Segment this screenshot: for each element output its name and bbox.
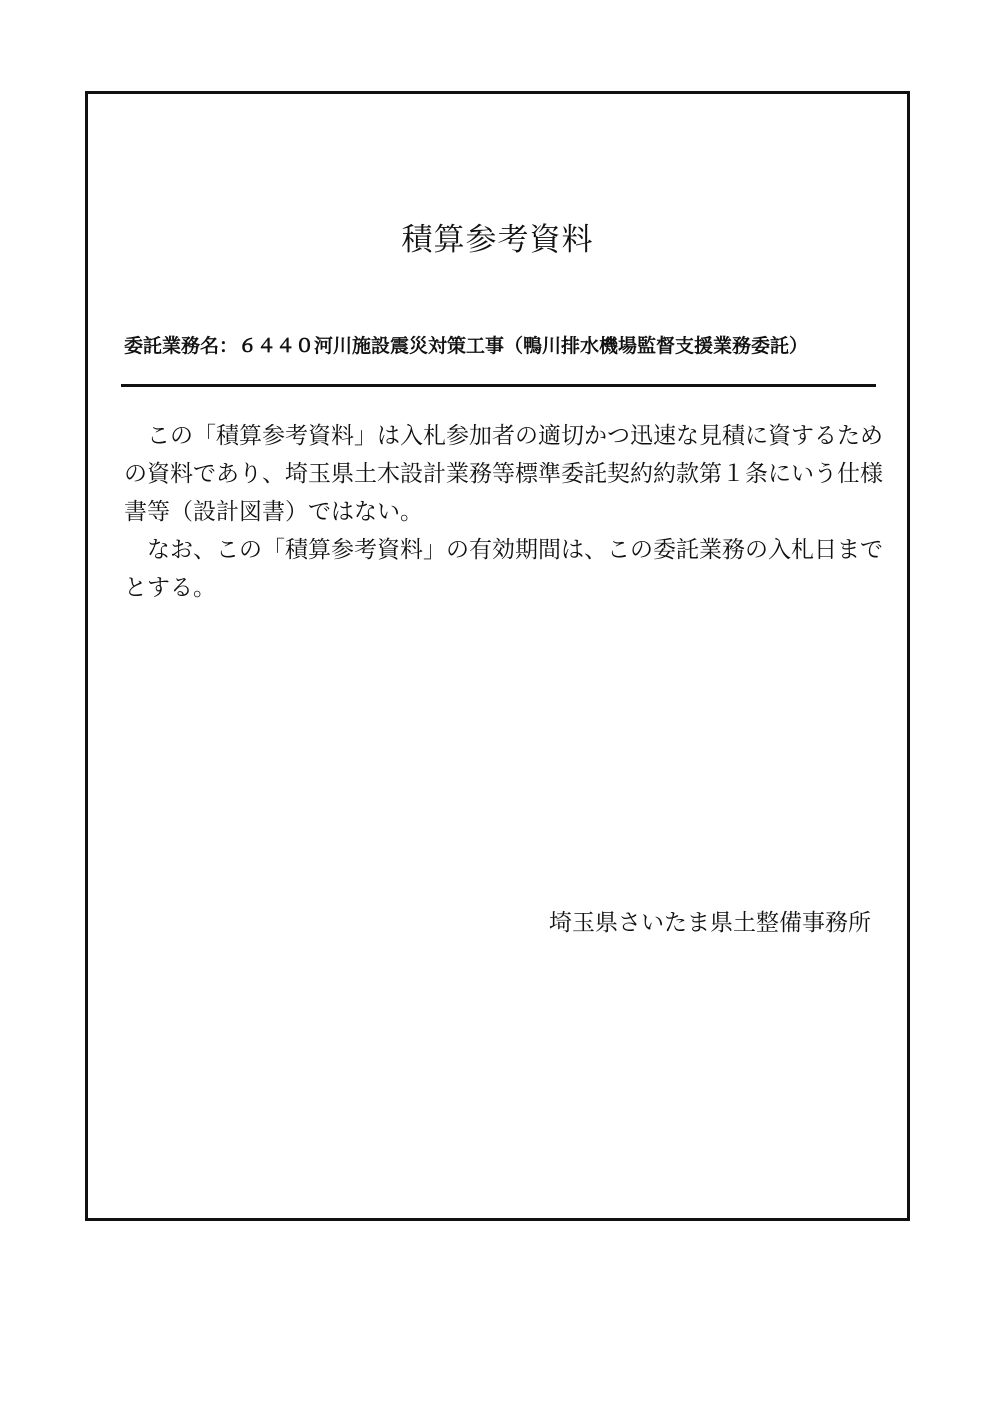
notice-paragraph: なお、この「積算参考資料」の有効期間は、この委託業務の入札日までとする。 xyxy=(124,537,883,601)
project-name-line xyxy=(124,332,808,360)
project-label: 委託業務名： xyxy=(124,335,239,357)
notice-paragraph: この「積算参考資料」は入札参加者の適切かつ迅速な見積に資するための資料であり、埼玉県土木設計業務等標準委託契約約款第１条にいう仕様書等（設計図書）ではない。 xyxy=(124,423,883,525)
document-title: 積算参考資料 xyxy=(401,222,594,258)
document-frame xyxy=(85,91,910,1221)
project-name: ６４４０河川施設震災対策工事（鴨川排水機場監督支援業務委託） xyxy=(238,335,809,357)
notice-body xyxy=(124,417,884,607)
issuing-office: 埼玉県さいたま県土整備事務所 xyxy=(549,910,871,936)
divider-line xyxy=(121,384,876,387)
